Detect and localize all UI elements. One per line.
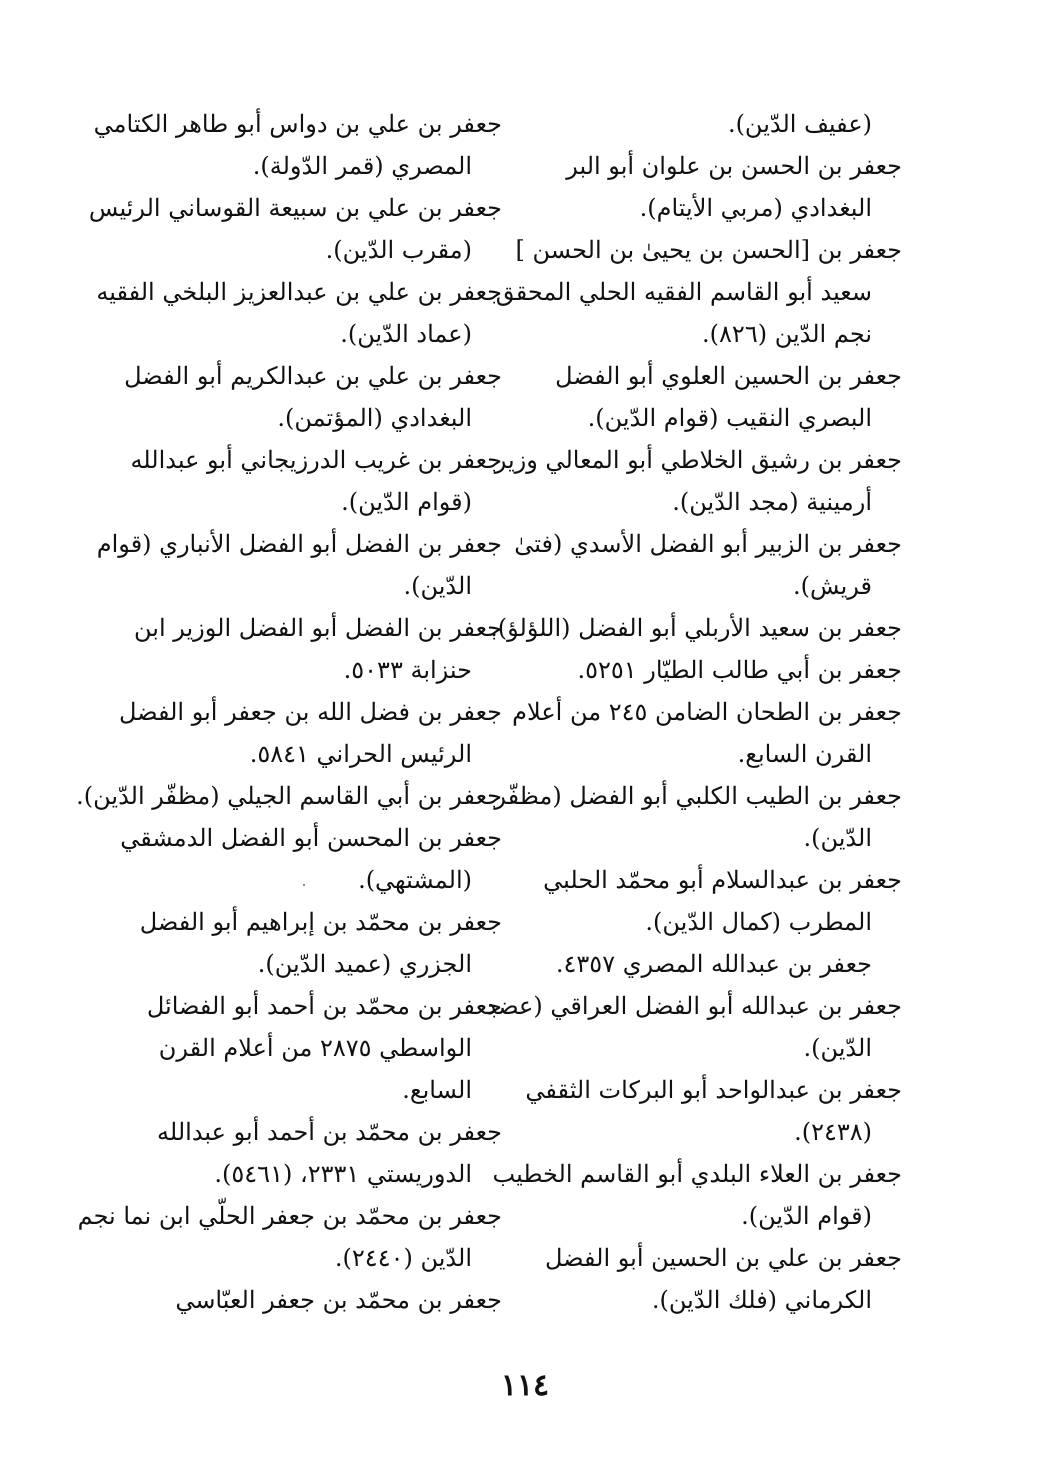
index-entry-line: (٢٤٣٨). <box>794 1118 872 1146</box>
index-entry-line: جعفر بن محمّد بن أحمد أبو عبدالله <box>157 1118 502 1146</box>
index-entry-line: جعفر بن علي بن دواس أبو طاهر الكتامي <box>93 110 502 138</box>
index-entry-line: جعفر بن عبدالله أبو الفضل العراقي (عضد <box>485 992 902 1020</box>
index-entry-line: جعفر بن سعيد الأربلي أبو الفضل (اللؤلؤ). <box>490 614 902 642</box>
index-entry-line: جعفر بن علي بن سبيعة القوساني الرئيس <box>88 194 502 222</box>
index-entry-line: جعفر بن عبدالواحد أبو البركات الثقفي <box>525 1076 902 1104</box>
index-entry-line: الواسطي ٢٨٧٥ من أعلام القرن <box>158 1034 472 1062</box>
index-entry-line: البغدادي (مربي الأيتام). <box>639 194 872 222</box>
index-entry-line: القرن السابع. <box>737 740 872 768</box>
index-entry-line: البصري النقيب (قوام الدّين). <box>587 404 872 432</box>
index-entry-line: أرمينية (مجد الدّين). <box>672 488 872 516</box>
index-entry-line: (عفيف الدّين). <box>727 110 872 138</box>
index-entry-line: سعيد أبو القاسم الفقيه الحلي المحقق <box>495 278 872 306</box>
index-entry-line: المطرب (كمال الدّين). <box>645 908 872 936</box>
index-entry-line: جعفر بن الحسن بن علوان أبو البر <box>566 152 902 180</box>
index-entry-line: جعفر بن أبي طالب الطيّار ٥٢٥١. <box>577 656 902 684</box>
index-entry-line: الرئيس الحراني ٥٨٤١. <box>249 740 472 768</box>
index-entry-line: (المشتهي). <box>358 866 472 894</box>
index-entry-line: جعفر بن علي بن عبدالكريم أبو الفضل <box>124 362 502 390</box>
index-entry-line: جعفر بن [الحسن بن يحيىٰ بن الحسن ] <box>515 236 902 264</box>
index-entry-line: المصري (قمر الدّولة). <box>252 152 472 180</box>
index-entry-line: الدّين). <box>803 1034 872 1062</box>
index-entry-line: جعفر بن المحسن أبو الفضل الدمشقي <box>120 824 502 852</box>
index-entry-line: قريش). <box>793 572 872 600</box>
right-column <box>485 103 902 1321</box>
index-entry-line: جعفر بن الفضل أبو الفضل الوزير ابن <box>134 614 502 642</box>
index-entry-line: الدّين). <box>803 824 872 852</box>
page-speck <box>303 884 305 886</box>
index-entry-line: جعفر بن محمّد بن إبراهيم أبو الفضل <box>139 908 502 936</box>
left-column <box>76 103 502 1321</box>
page-number: ١١٤ <box>500 1368 550 1403</box>
index-entry-line: جعفر بن علي بن عبدالعزيز البلخي الفقيه <box>96 278 502 306</box>
index-entry-line: جعفر بن محمّد بن أحمد أبو الفضائل <box>146 992 502 1020</box>
index-entry-line: حنزابة ٥٠٣٣. <box>343 656 472 684</box>
index-entry-line: (قوام الدّين). <box>341 488 472 516</box>
index-entry-line: جعفر بن الحسين العلوي أبو الفضل <box>555 362 902 390</box>
index-entry-line: جعفر بن العلاء البلدي أبو القاسم الخطيب <box>492 1160 902 1188</box>
index-entry-line: جعفر بن عبدالله المصري ٤٣٥٧. <box>555 950 872 978</box>
index-entry-line: الجزري (عميد الدّين). <box>257 950 472 978</box>
index-entry-line: البغدادي (المؤتمن). <box>277 404 472 432</box>
index-entry-line: جعفر بن علي بن الحسين أبو الفضل <box>545 1244 902 1272</box>
index-entry-line: جعفر بن الفضل أبو الفضل الأنباري (قوام <box>96 530 502 558</box>
index-entry-line: جعفر بن غريب الدرزيجاني أبو عبدالله <box>130 446 502 474</box>
index-entry-line: (عماد الدّين). <box>340 320 472 348</box>
index-entry-line: جعفر بن فضل الله بن جعفر أبو الفضل <box>118 698 502 726</box>
index-entry-line: جعفر بن الطيب الكلبي أبو الفضل (مظفّر <box>494 782 902 810</box>
index-entry-line: جعفر بن الطحان الضامن ٢٤٥ من أعلام <box>512 698 902 726</box>
index-entry-line: نجم الدّين (٨٢٦). <box>702 320 872 348</box>
index-entry-line: الدوريستي ٢٣٣١، (٥٤٦١). <box>214 1160 472 1188</box>
index-entry-line: الدّين (٢٤٤٠). <box>334 1244 472 1272</box>
index-entry-line: (مقرب الدّين). <box>325 236 472 264</box>
index-entry-line: جعفر بن رشيق الخلاطي أبو المعالي وزير <box>494 446 902 474</box>
index-entry-line: الكرماني (فلك الدّين). <box>651 1286 872 1314</box>
index-entry-line: (قوام الدّين). <box>741 1202 872 1230</box>
index-entry-line: السابع. <box>402 1076 472 1104</box>
index-entry-line: الدّين). <box>403 572 472 600</box>
index-entry-line: جعفر بن محمّد بن جعفر الحلّي ابن نما نجم <box>77 1202 502 1230</box>
index-entry-line: جعفر بن أبي القاسم الجيلي (مظفّر الدّين). <box>76 782 502 810</box>
index-entry-line: جعفر بن محمّد بن جعفر العبّاسي <box>175 1286 502 1314</box>
index-entry-line: جعفر بن عبدالسلام أبو محمّد الحلبي <box>543 866 902 894</box>
index-entry-line: جعفر بن الزبير أبو الفضل الأسدي (فتىٰ <box>514 530 902 558</box>
